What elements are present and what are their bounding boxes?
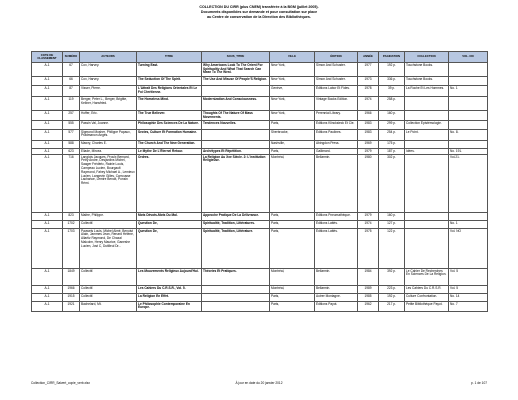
cell-cote: A-1: [32, 212, 63, 220]
cell-cote: A-1: [32, 129, 63, 140]
cell-annee: 1975: [358, 228, 379, 268]
cell-ville: New York,: [270, 111, 315, 121]
cell-cote: A-1: [32, 97, 63, 111]
cell-ville: Genève,: [270, 86, 315, 97]
cell-titre: Turning East.: [137, 63, 202, 77]
cell-collection: [405, 212, 449, 220]
cell-pagination: 122 p.: [379, 228, 405, 268]
cell-auteurs: Hoffer, Eric.: [80, 111, 137, 121]
cell-collection: Culture Confrontation.: [405, 293, 449, 301]
cell-pagination: 160 p.: [379, 111, 405, 121]
cell-ville: Paris,: [270, 120, 315, 129]
cell-sous-titre: Thoughts Of The Nature Of Mass Movements.: [202, 111, 270, 121]
cell-titre: Les Mouvements Religieux Aujourd'Hui.: [137, 268, 202, 285]
cell-collection: Touchstone Books.: [405, 77, 449, 86]
column-header: SOUS_TITRE: [202, 52, 270, 63]
table-row: [32, 293, 488, 301]
cell-vol: [449, 120, 488, 129]
cell-auteurs: Cox, Harvey.: [80, 77, 137, 86]
cell-sous-titre: Archétypes Et Répétition.: [202, 148, 270, 154]
cell-cote: A-1: [32, 301, 63, 311]
cell-ville: New York,: [270, 63, 315, 77]
table-row: [32, 77, 488, 86]
cell-ville: Paris,: [270, 212, 315, 220]
page-footer: [31, 381, 487, 387]
cell-titre: Sectes, Culture Et Formation Humaine.: [137, 129, 202, 140]
cell-ville: Montréal,: [270, 154, 315, 212]
cell-cote: A-1: [32, 111, 63, 121]
cell-cote: A-1: [32, 77, 63, 86]
cell-sous-titre: [202, 301, 270, 311]
table-row: [32, 120, 488, 129]
cell-ville: Nashville,: [270, 140, 315, 148]
column-header: ÉDITION: [315, 52, 358, 63]
cell-annee: 1974: [358, 220, 379, 228]
cell-sous-titre: La Religion Au Xxe Siècle. 2: L'institution Religieuse.: [202, 154, 270, 212]
table-header-row: [32, 52, 488, 63]
cell-sous-titre: The Use And Misuse Of People'S Religion.: [202, 77, 270, 86]
cell-numero: 716: [63, 154, 80, 212]
cell-sous-titre: [202, 293, 270, 301]
cell-pagination: 254 p.: [379, 129, 405, 140]
cell-titre: L'Attrait Des Religions Orientales Et Le Foi Chrétienne.: [137, 86, 202, 97]
cell-cote: A-1: [32, 63, 63, 77]
cell-titre: Les Cahiers Du C.R.S.R., Vol. 5.: [137, 285, 202, 293]
cell-cote: A-1: [32, 285, 63, 293]
cell-collection: La Roche Et Les Hommes.: [405, 86, 449, 97]
cell-cote: A-1: [32, 86, 63, 97]
cell-ville: Paris,: [270, 293, 315, 301]
table-row: [32, 97, 488, 111]
cell-cote: A-1: [32, 154, 63, 212]
cell-annee: 1978: [358, 86, 379, 97]
cell-annee: 1983: [358, 120, 379, 129]
column-header: PAGINATION: [379, 52, 405, 63]
cell-sous-titre: Approche Pratique De La Délivrance.: [202, 212, 270, 220]
table-row: [32, 154, 488, 212]
table-row: [32, 63, 488, 77]
cell-numero: 257: [63, 111, 80, 121]
cell-auteurs: Cox, Harvey.: [80, 63, 137, 77]
header-line-3: au Centre de conservation de la Direction des Bibliothèques.: [207, 15, 311, 20]
cell-auteurs: Langlois Jacques, Proulx Bernard, Petry Andre, Desjardins Michel, Saager Frédéric, Rainie Louis, Campeau Lucien, Bourgault Raymond, Fahey Michael A., Lemieux Lucien, Langevin Gilles, Carrousse Lachance, Lemire Benoit, Ponsin Rémi.: [80, 154, 137, 212]
cell-titre: Mots Dévots-Mots Du Mal.: [137, 212, 202, 220]
cell-collection: Idées.: [405, 148, 449, 154]
table-row: [32, 285, 488, 293]
cell-ville: Paris,: [270, 228, 315, 268]
cell-auteurs: Pauwels Louis, Michel Aimé, Benoist Alain, Jammes Jean, Renard Hélène, Allartiz Raymond, De Chazal Malcolm, Henry Maurice, Ganeshe Lucien, Jost C, Dutilleul Dr...: [80, 228, 137, 268]
cell-edition: Abingdon Press.: [315, 140, 358, 148]
cell-annee: 1966: [358, 111, 379, 121]
cell-pagination: 39 p.: [379, 86, 405, 97]
cell-numero: 555: [63, 120, 80, 129]
cell-pagination: 192 p.: [379, 63, 405, 77]
cell-annee: 1977: [358, 63, 379, 77]
cell-vol: Vol. 5: [449, 268, 488, 285]
column-header: VILLE: [270, 52, 315, 63]
cell-pagination: 192 p.: [379, 293, 405, 301]
cell-numero: 66: [63, 77, 80, 86]
cell-titre: Question De,: [137, 220, 202, 228]
cell-edition: Simon And Schuster.: [315, 77, 358, 86]
cell-cote: A-1: [32, 140, 63, 148]
cell-ville: Paris,: [270, 220, 315, 228]
cell-vol: [449, 97, 488, 111]
cell-collection: [405, 140, 449, 148]
cell-sous-titre: Tendences Nouvelles.: [202, 120, 270, 129]
cell-annee: 1985: [358, 293, 379, 301]
cell-numero: 623: [63, 148, 80, 154]
cell-collection: Petite Bibliothèque Payot.: [405, 301, 449, 311]
table-row: [32, 140, 488, 148]
cell-sous-titre: Modernization And Consciousness.: [202, 97, 270, 111]
cell-sous-titre: [202, 140, 270, 148]
cell-annee: 1983: [358, 129, 379, 140]
table-row: [32, 212, 488, 220]
cell-numero: 87: [63, 86, 80, 97]
table-body: [32, 63, 488, 312]
cell-sous-titre: Why Americans Look To The Orient For Spirituality And What That Search Can Mean To The West.: [202, 63, 270, 77]
cell-cote: A-1: [32, 120, 63, 129]
table-row: [32, 111, 488, 121]
footer-page-number: p. 1 de 107: [471, 381, 487, 385]
cell-cote: A-1: [32, 220, 63, 228]
cell-auteurs: Eliade, Mircea.: [80, 148, 137, 154]
cell-pagination: 392 p.: [379, 268, 405, 285]
cell-sous-titre: Théories Et Pratiques.: [202, 268, 270, 285]
cell-auteurs: Collectif.: [80, 285, 137, 293]
cell-edition: Éditions Labor Et Fides.: [315, 86, 358, 97]
cell-pagination: 336 p.: [379, 77, 405, 86]
cell-edition: Gallimard.: [315, 148, 358, 154]
cell-auteurs: Collectif.: [80, 220, 137, 228]
footer-date: À jour en date du 20 janvier 2012: [235, 381, 283, 385]
column-header: VOL. NO: [449, 52, 488, 63]
collection-table: [31, 51, 488, 312]
cell-pagination: 302 p.: [379, 154, 405, 212]
cell-auteurs: Berger, Peter L., Berger, Brigitte, Kellner, Hansfried.: [80, 97, 137, 111]
cell-pagination: 127 p.: [379, 220, 405, 228]
cell-collection: Touchstone Books.: [405, 63, 449, 77]
column-header: TITRE: [137, 52, 202, 63]
cell-ville: Paris,: [270, 148, 315, 154]
cell-numero: 1966: [63, 285, 80, 293]
table-row: [32, 129, 488, 140]
cell-edition: Bellarmin.: [315, 285, 358, 293]
cell-edition: Bellarmin.: [315, 154, 358, 212]
cell-annee: 1973: [358, 77, 379, 86]
cell-auteurs: Collectif.: [80, 293, 137, 301]
column-header: COTE DE CLASSEMENT: [32, 52, 63, 63]
cell-collection: [405, 111, 449, 121]
cell-titre: The True Believer.: [137, 111, 202, 121]
cell-edition: Autrer Montagne.: [315, 293, 358, 301]
cell-vol: No. 1: [449, 86, 488, 97]
cell-annee: 1962: [358, 301, 379, 311]
cell-vol: No. 8.: [449, 129, 488, 140]
cell-numero: 823: [63, 212, 80, 220]
cell-cote: A-1: [32, 148, 63, 154]
cell-sous-titre: [202, 129, 270, 140]
column-header: COLLECTION: [405, 52, 449, 63]
cell-pagination: 299 p.: [379, 120, 405, 129]
footer-filename: Collection_CIRR_Salvert_copie_verb.xlsx: [31, 381, 90, 385]
cell-numero: 1921: [63, 301, 80, 311]
cell-pagination: 175 p.: [379, 140, 405, 148]
cell-numero: 577: [63, 129, 80, 140]
cell-ville: New York,: [270, 77, 315, 86]
cell-auteurs: Bachelard, Mt.: [80, 301, 137, 311]
cell-edition: Éditions Lattès.: [315, 220, 358, 228]
cell-titre: Le Mythe De L'Éternel Retour.: [137, 148, 202, 154]
cell-vol: [449, 77, 488, 86]
cell-pagination: 258 p.: [379, 97, 405, 111]
cell-annee: 1989: [358, 285, 379, 293]
cell-sous-titre: [202, 86, 270, 97]
cell-sous-titre: [202, 285, 270, 293]
table-row: [32, 301, 488, 311]
cell-ville: Montréal,: [270, 268, 315, 285]
column-header: NUMÉRO: [63, 52, 80, 63]
cell-titre: Le Philosophie Contemporaine En Europe.: [137, 301, 202, 311]
cell-vol: [449, 63, 488, 77]
table-row: [32, 228, 488, 268]
cell-edition: Éditions Lattès.: [315, 228, 358, 268]
cell-annee: 1969: [358, 140, 379, 148]
cell-numero: 1849: [63, 268, 80, 285]
cell-cote: A-1: [32, 293, 63, 301]
cell-edition: Éditions Payot.: [315, 301, 358, 311]
cell-collection: [405, 154, 449, 212]
cell-edition: Éditions Klincksieck Et Cie.: [315, 120, 358, 129]
cell-ville: Montréal,: [270, 285, 315, 293]
cell-collection: Collection Épistémologie.: [405, 120, 449, 129]
cell-pagination: 160 p.: [379, 212, 405, 220]
cell-auteurs: Collectif.: [80, 268, 137, 285]
cell-auteurs: Visser, Pierre.: [80, 86, 137, 97]
table-row: [32, 268, 488, 285]
cell-titre: Ordres.: [137, 154, 202, 212]
cell-collection: [405, 228, 449, 268]
cell-ville: New York,: [270, 97, 315, 111]
cell-vol: Vol. 5: [449, 285, 488, 293]
cell-ville: Sherbrooke,: [270, 129, 315, 140]
cell-vol: No. 7: [449, 301, 488, 311]
cell-annee: 1979: [358, 148, 379, 154]
cell-collection: [405, 97, 449, 111]
column-header: ANNÉE: [358, 52, 379, 63]
cell-pagination: 217 p.: [379, 301, 405, 311]
cell-numero: 1915: [63, 293, 80, 301]
cell-sous-titre: Spiritualité, Tradition, Littératures.: [202, 220, 270, 228]
cell-titre: Philosophie Des Sciences De La Nature.: [137, 120, 202, 129]
cell-titre: Question De,: [137, 228, 202, 268]
cell-vol: [449, 212, 488, 220]
cell-vol: [449, 140, 488, 148]
cell-numero: 67: [63, 63, 80, 77]
cell-auteurs: Mawry, Charles E.: [80, 140, 137, 148]
cell-collection: Les Cahiers Du C.R.S.R.: [405, 285, 449, 293]
table-row: [32, 220, 488, 228]
cell-titre: La Religion En Effet.: [137, 293, 202, 301]
cell-numero: 1703: [63, 228, 80, 268]
cell-collection: [405, 220, 449, 228]
cell-vol: Vol. NO: [449, 228, 488, 268]
cell-edition: Bellarmin.: [315, 268, 358, 285]
cell-cote: A-1: [32, 268, 63, 285]
cell-auteurs: Maitre, Philippe.: [80, 212, 137, 220]
cell-vol: [449, 111, 488, 121]
document-header: [0, 5, 518, 21]
table-row: [32, 86, 488, 97]
cell-auteurs: Sigmond Mosher, Philippe Papaux, Pradmanon Angés.: [80, 129, 137, 140]
cell-numero: 1702: [63, 220, 80, 228]
column-header: AUTEURS: [80, 52, 137, 63]
cell-sous-titre: Spiritualité, Tradition, Littérature.: [202, 228, 270, 268]
cell-cote: A-1: [32, 228, 63, 268]
cell-annee: 1984: [358, 268, 379, 285]
cell-numero: 119: [63, 97, 80, 111]
cell-numero: 588: [63, 140, 80, 148]
cell-pagination: 223 p.: [379, 285, 405, 293]
header-line-1: COLLECTION DU CIRR (plus CNEM) transférée à la BGM (juillet 2005).: [199, 5, 319, 9]
cell-vol: No. 1: [449, 220, 488, 228]
header-line-2: Documents disponibles sur demande et pour consultation sur place: [200, 10, 318, 15]
cell-vol: No. 191.: [449, 148, 488, 154]
cell-ville: Paris,: [270, 301, 315, 311]
cell-annee: 1979: [358, 212, 379, 220]
cell-titre: The Homeless Mind.: [137, 97, 202, 111]
cell-collection: Le Cahier De Recherches En Sciences De La Religion.: [405, 268, 449, 285]
cell-edition: Simon And Schuster.: [315, 63, 358, 77]
cell-auteurs: Passin Val, Joanne.: [80, 120, 137, 129]
cell-edition: Vintage Books Edition.: [315, 97, 358, 111]
cell-edition: Perennial Library.: [315, 111, 358, 121]
cell-titre: The Church And The New Generation.: [137, 140, 202, 148]
cell-titre: The Seduction Of The Spirit.: [137, 77, 202, 86]
cell-collection: Le Point.: [405, 129, 449, 140]
cell-edition: Éditions Paulines.: [315, 129, 358, 140]
cell-annee: 1980: [358, 154, 379, 212]
cell-annee: 1974: [358, 97, 379, 111]
cell-vol: No. 14: [449, 293, 488, 301]
cell-pagination: 187 p.: [379, 148, 405, 154]
cell-vol: Vol.21.: [449, 154, 488, 212]
cell-edition: Éditions Pneumathèque.: [315, 212, 358, 220]
